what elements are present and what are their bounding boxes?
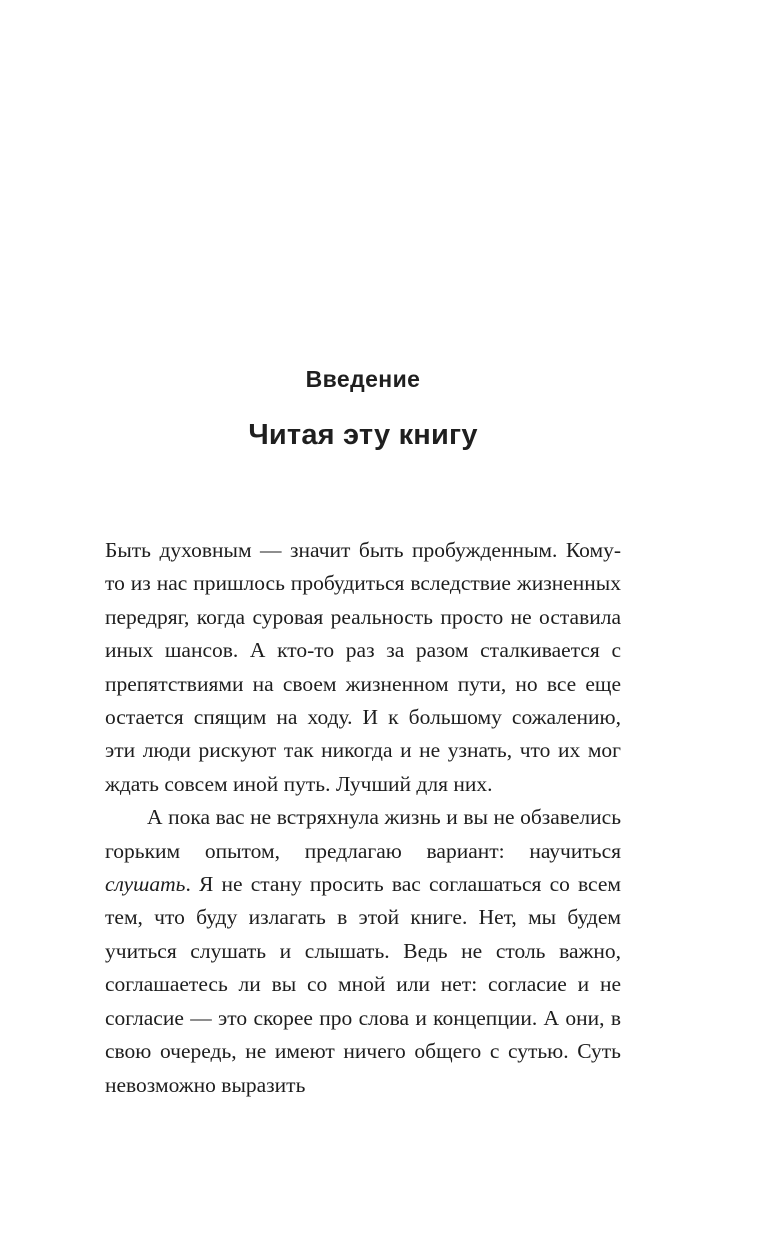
chapter-title: Читая эту книгу xyxy=(248,419,478,451)
text-run: А пока вас не встряхнула жизнь и вы не обзавелись горьким опытом, предлагаю вариант: научиться xyxy=(105,805,621,863)
paragraph xyxy=(105,534,621,801)
text-run: слушать xyxy=(105,872,186,897)
chapter-heading: Введение xyxy=(305,366,421,392)
text-run: . Я не стану просить вас соглашаться со всем тем, что буду излагать в этой книге. Нет, мы будем учиться слушать и слышать. Ведь не столь важно, соглашаетесь ли вы со мной или нет: согласие и не согласие — это скорее про слова и концепции. А они, в свою очередь, не имеют ничего общего с сутью. Суть невозможно выразить xyxy=(105,872,621,1097)
paragraph xyxy=(105,801,621,1102)
text-run: Быть духовным — значит быть пробужденным. Кому-то из нас пришлось пробудиться вследствие жизненных передряг, когда суровая реальность просто не оставила иных шансов. А кто-то раз за разом сталкивается с препятствиями на своем жизненном пути, но все еще остается спящим на ходу. И к большому сожалению, эти люди рискуют так никогда и не узнать, что их мог ждать совсем иной путь. Лучший для них. xyxy=(105,538,621,796)
body-text xyxy=(105,534,621,1102)
book-page xyxy=(105,0,621,1102)
